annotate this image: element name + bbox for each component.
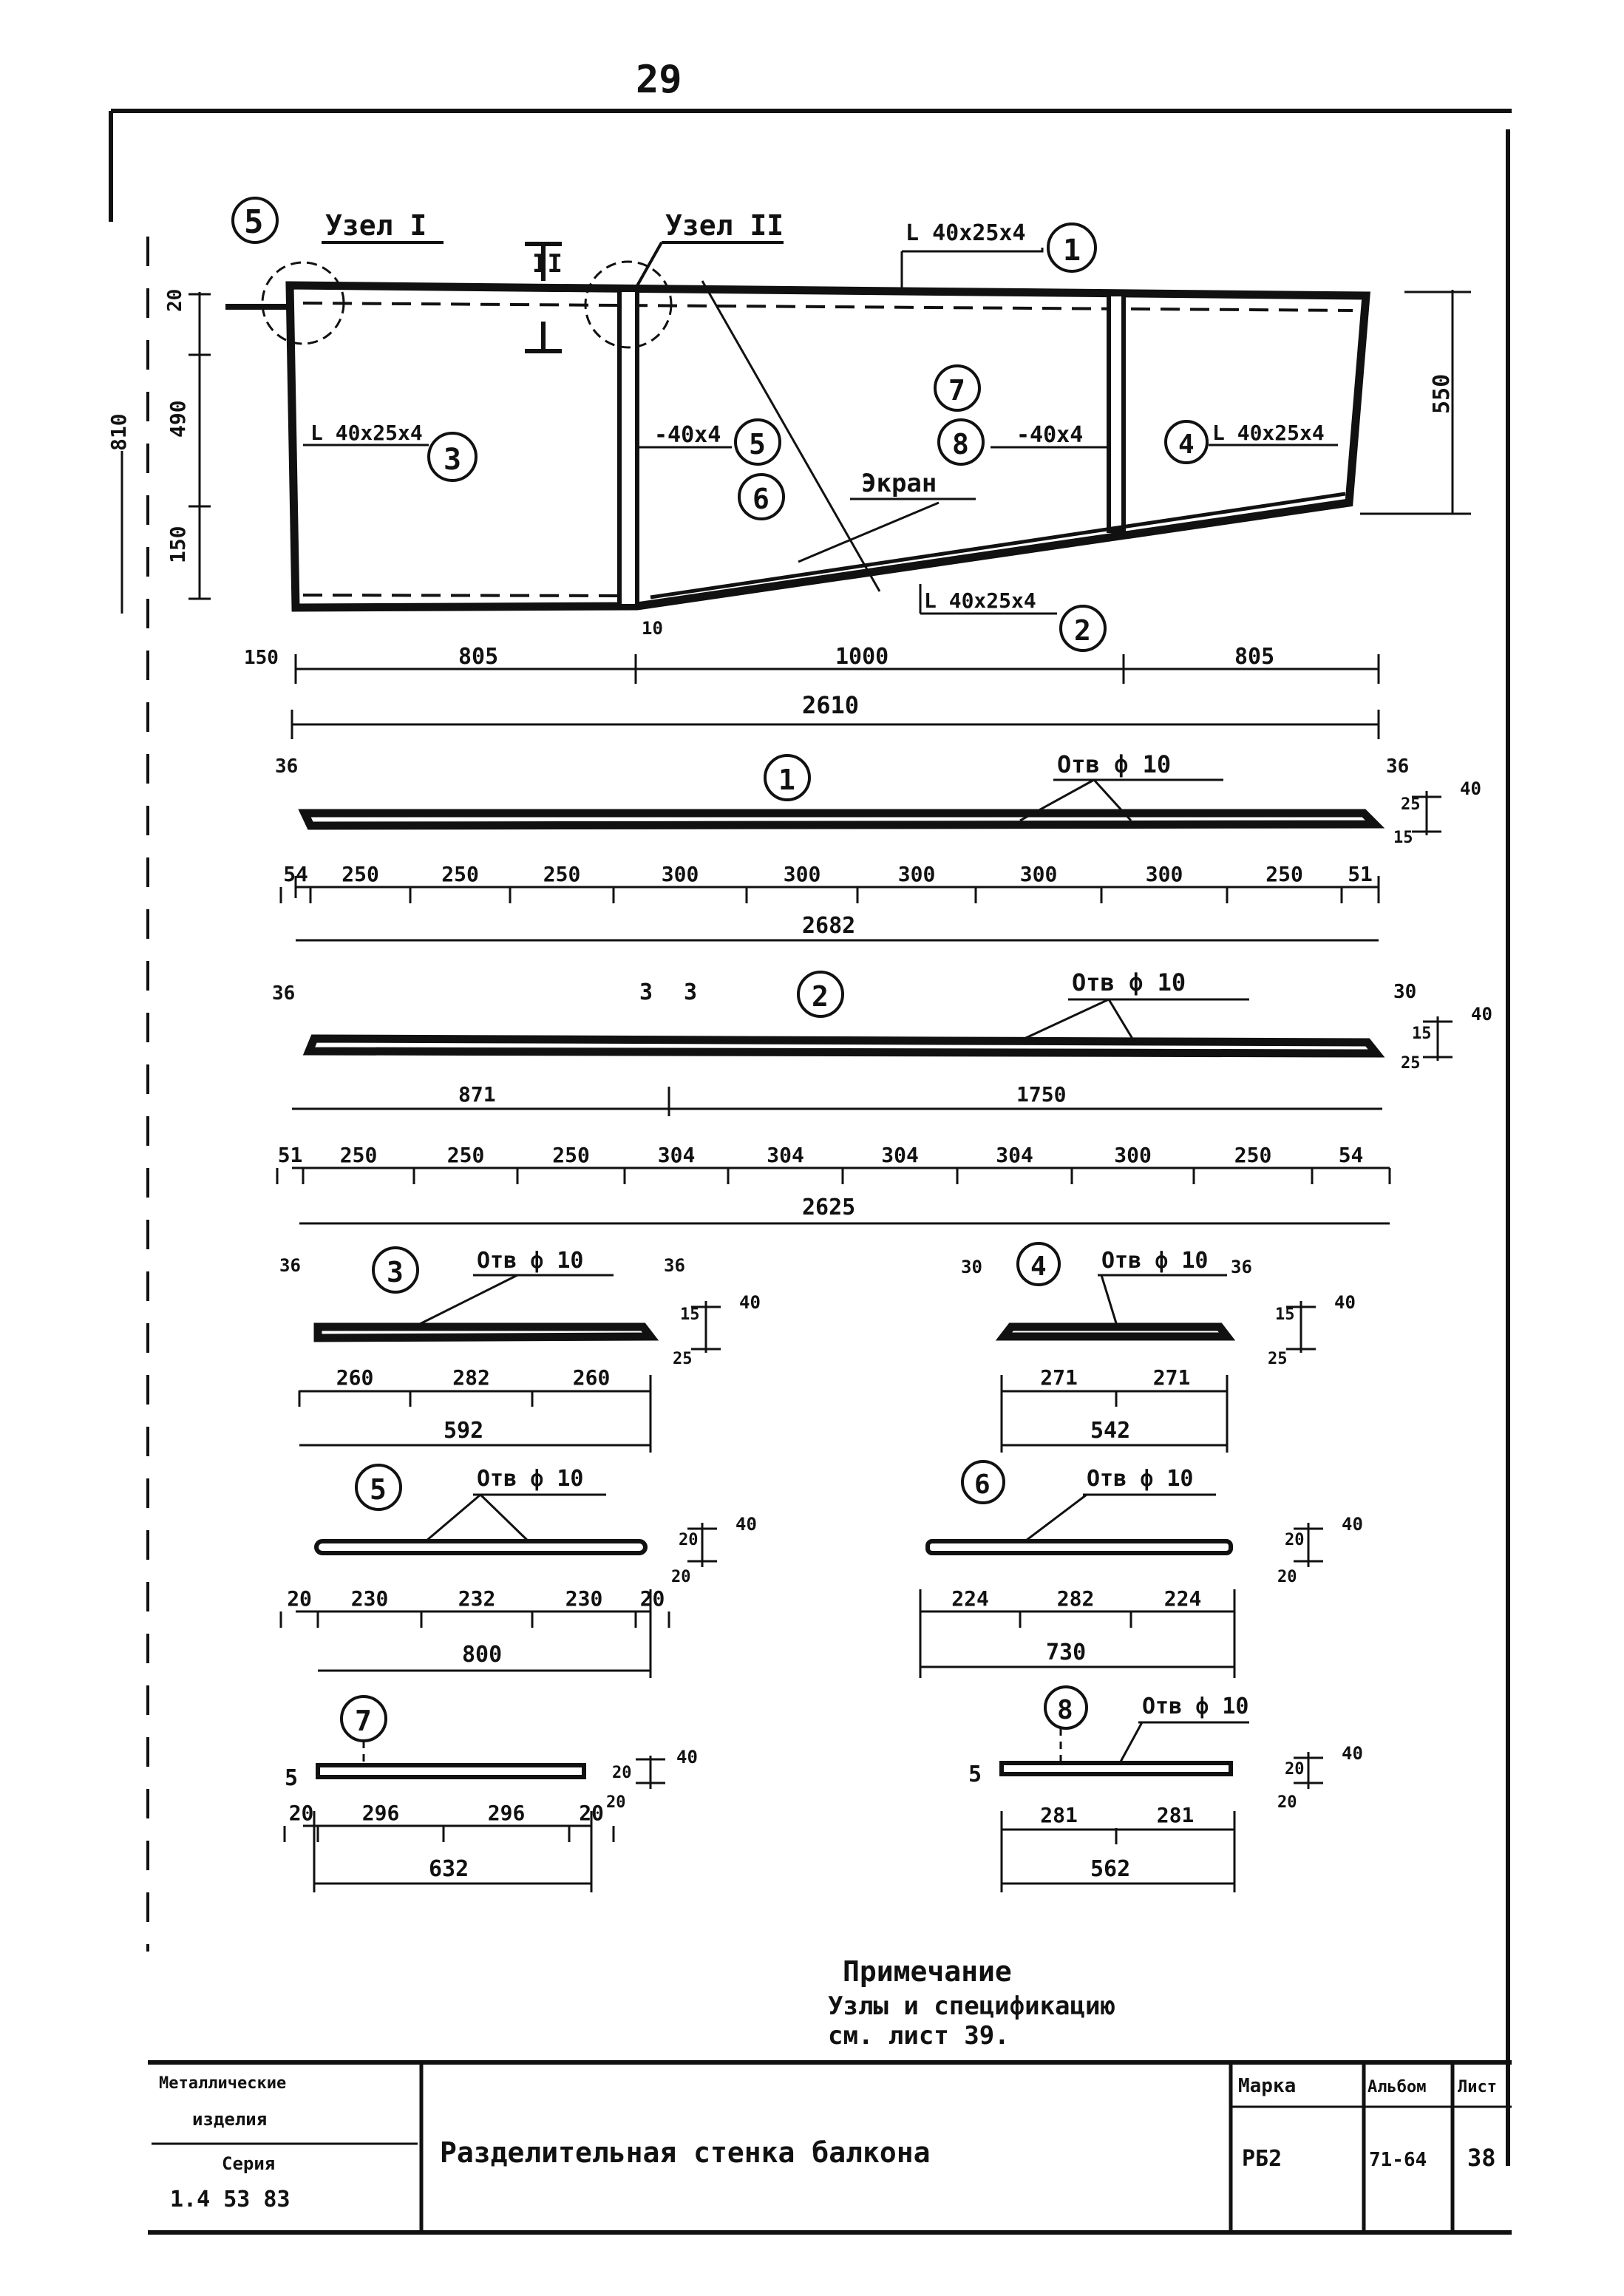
part-2-end-left: 36: [272, 982, 296, 1005]
part-5-side-b: 40: [735, 1514, 757, 1535]
circle-3: 3: [444, 443, 462, 477]
part-2-total: 2625: [802, 1195, 856, 1220]
mark-value: РБ2: [1242, 2146, 1282, 2172]
dim-total: 2610: [802, 691, 860, 719]
part-3-side-b: 40: [739, 1292, 761, 1313]
dim-segment-3: 805: [1234, 644, 1275, 670]
part2-segment-6: 304: [767, 1143, 804, 1167]
part-3-end-left: 36: [279, 1255, 301, 1276]
part-2-hole-label: Отв ф 10: [1072, 968, 1186, 996]
album-header: Альбом: [1368, 2078, 1427, 2096]
circle-8: 8: [952, 428, 969, 461]
part-2-number: 2: [812, 980, 829, 1013]
org-line-3: Серия: [222, 2153, 276, 2174]
note-line-1: Узлы и спецификацию: [828, 1991, 1115, 2021]
part-8-side-c: 20: [1277, 1793, 1297, 1812]
part3-segment-2: 282: [452, 1365, 490, 1390]
part-4-number: 4: [1030, 1251, 1047, 1282]
part-4-side-c: 25: [1268, 1350, 1288, 1368]
part1-segment-11: 51: [1348, 862, 1373, 886]
dim-left-top: 20: [164, 288, 186, 312]
part-5-drawing: [281, 1465, 757, 1678]
part1-segment-7: 300: [897, 862, 936, 886]
part-7-side-a: 20: [612, 1764, 632, 1782]
part-6-number: 6: [974, 1470, 991, 1500]
part-5-number: 5: [370, 1473, 387, 1506]
dim-segment-2: 1000: [835, 644, 889, 670]
part-6-drawing: [920, 1461, 1363, 1678]
part-8-drawing: [968, 1687, 1363, 1892]
part-3-side-c: 25: [673, 1350, 693, 1368]
sheet-value: 38: [1467, 2144, 1496, 2172]
org-line-2: изделия: [192, 2109, 268, 2130]
circle-4: 4: [1178, 429, 1195, 460]
part1-segment-8: 300: [1019, 862, 1058, 886]
node-2-label: Узел II: [665, 209, 784, 242]
part-3-end-right: 36: [664, 1255, 685, 1276]
strip-8-label: -40x4: [1016, 422, 1084, 448]
sheet-header: Лист: [1458, 2078, 1497, 2096]
title-block: [148, 2062, 1512, 2232]
part5-segment-2: 230: [350, 1586, 389, 1611]
part2-segment-5: 304: [657, 1143, 696, 1167]
part5-segment-3: 232: [458, 1586, 496, 1611]
part-3-number: 3: [387, 1256, 404, 1288]
part-6-side-a: 20: [1285, 1531, 1305, 1549]
part7-segment-3: 296: [487, 1801, 526, 1825]
part-2-drawing: [272, 968, 1492, 1223]
part6-segment-3: 224: [1163, 1586, 1202, 1611]
profile-1-label: L 40x25x4: [906, 220, 1026, 246]
part-5-side-a: 20: [679, 1531, 699, 1549]
part-1-number: 1: [778, 764, 795, 796]
part-4-hole-label: Отв ф 10: [1101, 1248, 1209, 1274]
part-2-side-c: 25: [1401, 1054, 1421, 1073]
part-6-hole-label: Отв ф 10: [1087, 1466, 1194, 1492]
part-6-side-b: 40: [1342, 1514, 1363, 1535]
part-6-side-c: 20: [1277, 1568, 1297, 1586]
dim-right: 550: [1429, 373, 1455, 414]
note-title: Примечание: [843, 1955, 1012, 1988]
part7-segment-1: 20: [288, 1801, 314, 1825]
part-8-left-mark: 5: [968, 1762, 982, 1787]
part-4-side-b: 40: [1334, 1292, 1356, 1313]
profile-3-label: L 40x25x4: [310, 421, 423, 445]
part1-segment-9: 300: [1145, 862, 1183, 886]
strip-5-label: -40x4: [654, 422, 721, 448]
part-7-number: 7: [355, 1705, 372, 1737]
part2-segment-9: 300: [1114, 1143, 1152, 1167]
org-line-1: Металлические: [159, 2074, 287, 2093]
node-1-label: Узел I: [325, 209, 427, 242]
part8-segment-1: 281: [1040, 1803, 1078, 1827]
part2-segment-8: 304: [996, 1143, 1033, 1167]
part-2-sub-b: 1750: [1016, 1082, 1067, 1107]
part7-segment-4: 20: [579, 1801, 604, 1825]
part-5-total: 800: [462, 1642, 503, 1668]
part-2-side-a: 15: [1412, 1025, 1432, 1043]
part1-segment-5: 300: [661, 862, 699, 886]
section-label: II: [532, 249, 563, 279]
part3-segment-3: 260: [572, 1365, 611, 1390]
part2-segment-1: 51: [277, 1143, 303, 1167]
part-6-total: 730: [1046, 1640, 1087, 1665]
dim-segment-1: 805: [458, 644, 499, 670]
part-4-end-left: 30: [961, 1257, 982, 1277]
part5-segment-4: 230: [565, 1586, 603, 1611]
part-7-left-mark: 5: [285, 1765, 299, 1791]
part2-segment-2: 250: [339, 1143, 378, 1167]
part2-segment-3: 250: [446, 1143, 485, 1167]
part-4-side-a: 15: [1275, 1305, 1295, 1324]
dim-left-offset: 150: [244, 647, 279, 669]
dim-left-bot: 150: [166, 526, 190, 563]
part-8-hole-label: Отв ф 10: [1142, 1694, 1249, 1719]
part-1-hole-label: Отв ф 10: [1057, 750, 1172, 778]
note-block: [828, 1955, 1115, 2051]
part-8-total: 562: [1090, 1856, 1131, 1882]
page-number: 29: [636, 58, 682, 102]
circle-1: 1: [1063, 234, 1081, 268]
part-8-number: 8: [1057, 1695, 1073, 1725]
part-2-mark-left: 3: [639, 979, 653, 1005]
profile-4-label: L 40x25x4: [1212, 421, 1325, 445]
part-2-side-b: 40: [1471, 1004, 1492, 1025]
corner-mark-label: 5: [244, 203, 264, 241]
part6-segment-1: 224: [951, 1586, 989, 1611]
profile-2-label: L 40x25x4: [924, 588, 1036, 613]
part-7-total: 632: [429, 1856, 469, 1882]
part2-segment-4: 250: [552, 1143, 590, 1167]
part1-segment-2: 250: [342, 862, 379, 886]
part-3-hole-label: Отв ф 10: [477, 1248, 584, 1274]
drawing-title: Разделительная стенка балкона: [440, 2136, 931, 2169]
part-1-drawing: [275, 750, 1481, 940]
circle-7: 7: [948, 374, 965, 407]
part-1-end-right: 36: [1386, 755, 1410, 778]
sheet-frame: [111, 111, 1512, 2166]
part-4-drawing: [961, 1243, 1356, 1453]
part1-segment-3: 250: [441, 862, 479, 886]
part7-segment-2: 296: [361, 1801, 400, 1825]
circle-5: 5: [749, 428, 766, 461]
part2-segment-7: 304: [881, 1143, 919, 1167]
note-line-2: см. лист 39.: [828, 2021, 1010, 2051]
part-7-side-c: 20: [606, 1793, 626, 1812]
part1-segment-4: 250: [543, 862, 581, 886]
circle-6: 6: [752, 483, 769, 515]
album-value: 71-64: [1369, 2149, 1427, 2171]
part1-segment-10: 250: [1265, 862, 1303, 886]
part-1-side-a: 25: [1401, 795, 1421, 814]
part2-segment-11: 54: [1338, 1143, 1364, 1167]
part5-segment-1: 20: [287, 1586, 312, 1611]
part1-segment-6: 300: [783, 862, 821, 886]
mark-header: Марка: [1238, 2075, 1297, 2097]
part-1-end-left: 36: [275, 755, 299, 778]
part-8-side-a: 20: [1285, 1760, 1305, 1779]
org-line-4: 1.4 53 83: [170, 2187, 291, 2212]
dim-small: 10: [642, 618, 663, 639]
part-3-total: 592: [444, 1418, 484, 1444]
part3-segment-1: 260: [336, 1365, 374, 1390]
part5-segment-5: 20: [639, 1586, 665, 1611]
part2-segment-10: 250: [1234, 1143, 1272, 1167]
dim-left-total: 810: [106, 413, 131, 451]
part4-segment-2: 271: [1152, 1365, 1191, 1390]
part-4-end-right: 36: [1231, 1257, 1252, 1277]
part-2-end-right: 30: [1393, 981, 1417, 1003]
part1-segment-1: 54: [283, 862, 308, 886]
part8-segment-2: 281: [1156, 1803, 1195, 1827]
part-8-side-b: 40: [1342, 1743, 1363, 1764]
part-2-sub-a: 871: [458, 1082, 496, 1107]
part-7-drawing: [285, 1696, 698, 1892]
screen-label: Экран: [861, 469, 937, 498]
part-5-side-c: 20: [671, 1568, 691, 1586]
part-1-side-c: 15: [1393, 829, 1413, 847]
dim-left-mid: 490: [166, 400, 190, 438]
part-3-drawing: [279, 1248, 761, 1453]
part-1-total: 2682: [802, 913, 856, 939]
part-5-hole-label: Отв ф 10: [477, 1466, 584, 1492]
part-3-side-a: 15: [680, 1305, 700, 1324]
part4-segment-1: 271: [1040, 1365, 1078, 1390]
part-2-mark-right: 3: [684, 979, 698, 1005]
part-4-total: 542: [1090, 1418, 1131, 1444]
part6-segment-2: 282: [1056, 1586, 1095, 1611]
circle-2: 2: [1074, 614, 1091, 647]
part-1-side-b: 40: [1460, 778, 1481, 799]
part-7-side-b: 40: [676, 1747, 698, 1767]
